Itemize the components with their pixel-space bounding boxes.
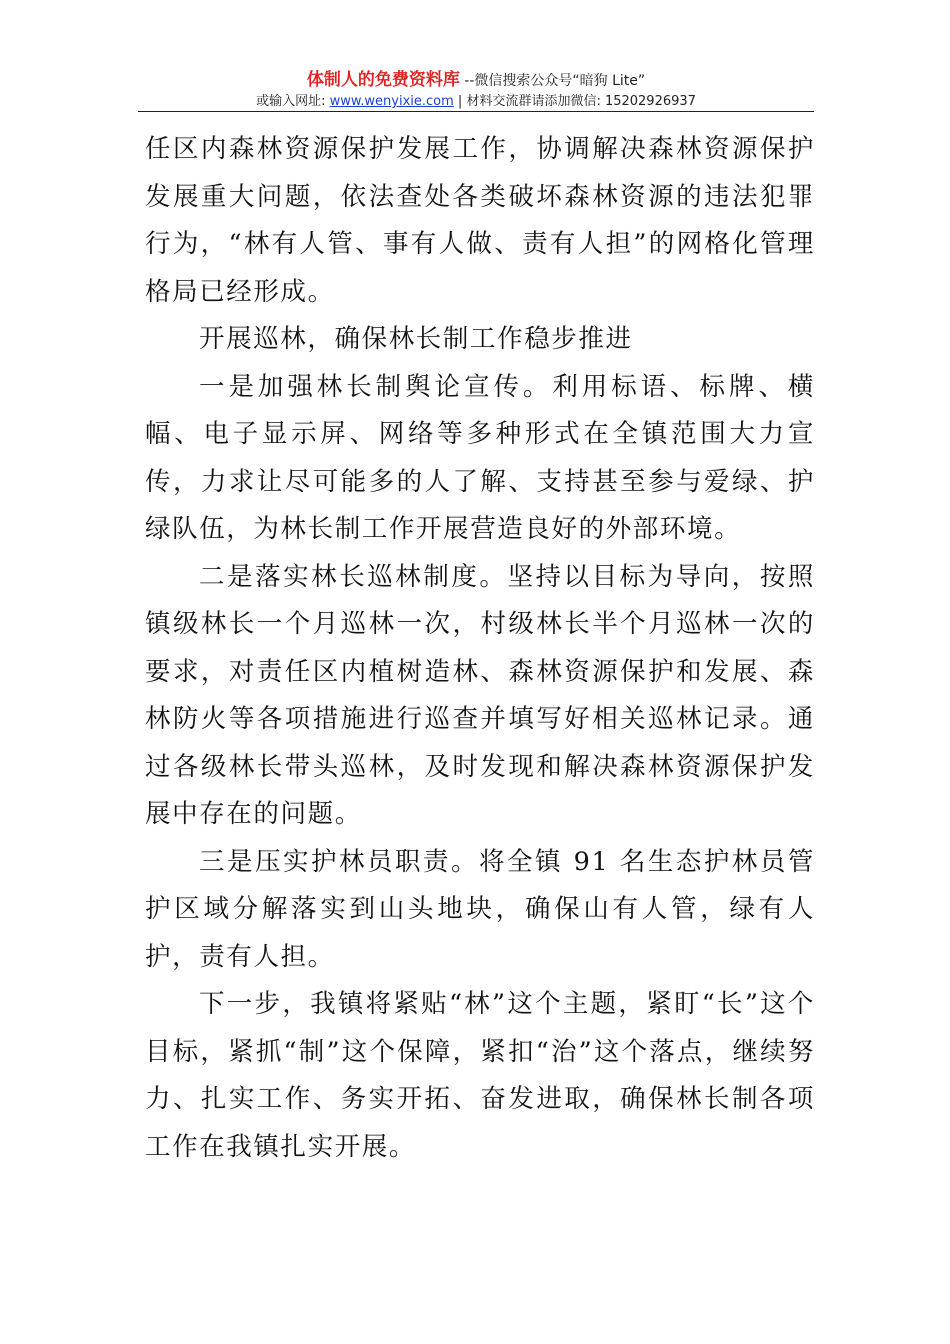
header-url-prefix: 或输入网址: bbox=[256, 94, 330, 109]
header-url-link[interactable]: www.wenyixie.com bbox=[329, 94, 454, 109]
paragraph-2: 开展巡林，确保林长制工作稳步推进 bbox=[199, 324, 633, 354]
header-brand: 体制人的免费资料库 bbox=[306, 70, 460, 90]
paragraph-4: 二是落实林长巡林制度。坚持以目标为导向，按照镇级林长一个月巡林一次，村级林长半个月巡林一次的要求，对责任区内植树造林、森林资源保护和发展、森林防火等各项措施进行巡查并填写好相关巡林记录。通过各级林长带头巡林，及时发现和解决森林资源保护发展中存在的问题。 bbox=[145, 561, 815, 829]
paragraph-6: 下一步，我镇将紧贴“林”这个主题，紧盯“长”这个目标，紧抓“制”这个保障，紧扣“治”这个落点，继续努力、扎实工作、务实开拓、奋发进取，确保林长制各项工作在我镇扎实开展。 bbox=[145, 989, 815, 1162]
paragraph-5: 三是压实护林员职责。将全镇 91 名生态护林员管护区域分解落实到山头地块，确保山有人管，绿有人护，责有人担。 bbox=[145, 846, 815, 972]
header-brand-suffix: --微信搜索公众号“暗狗 Lite” bbox=[459, 73, 646, 89]
header-divider bbox=[138, 111, 814, 112]
header-line-1 bbox=[138, 70, 814, 91]
page-header bbox=[138, 70, 814, 111]
paragraph-1: 任区内森林资源保护发展工作，协调解决森林资源保护发展重大问题，依法查处各类破坏森林资源的违法犯罪行为，“林有人管、事有人做、责有人担”的网格化管理格局已经形成。 bbox=[145, 134, 815, 307]
document-body bbox=[145, 126, 815, 1171]
header-url-suffix: | 材料交流群请添加微信: 15202926937 bbox=[453, 94, 696, 109]
header-line-2 bbox=[138, 92, 814, 111]
paragraph-3: 一是加强林长制舆论宣传。利用标语、标牌、横幅、电子显示屏、网络等多种形式在全镇范围大力宣传，力求让尽可能多的人了解、支持甚至参与爱绿、护绿队伍，为林长制工作开展营造良好的外部环境。 bbox=[145, 371, 815, 544]
